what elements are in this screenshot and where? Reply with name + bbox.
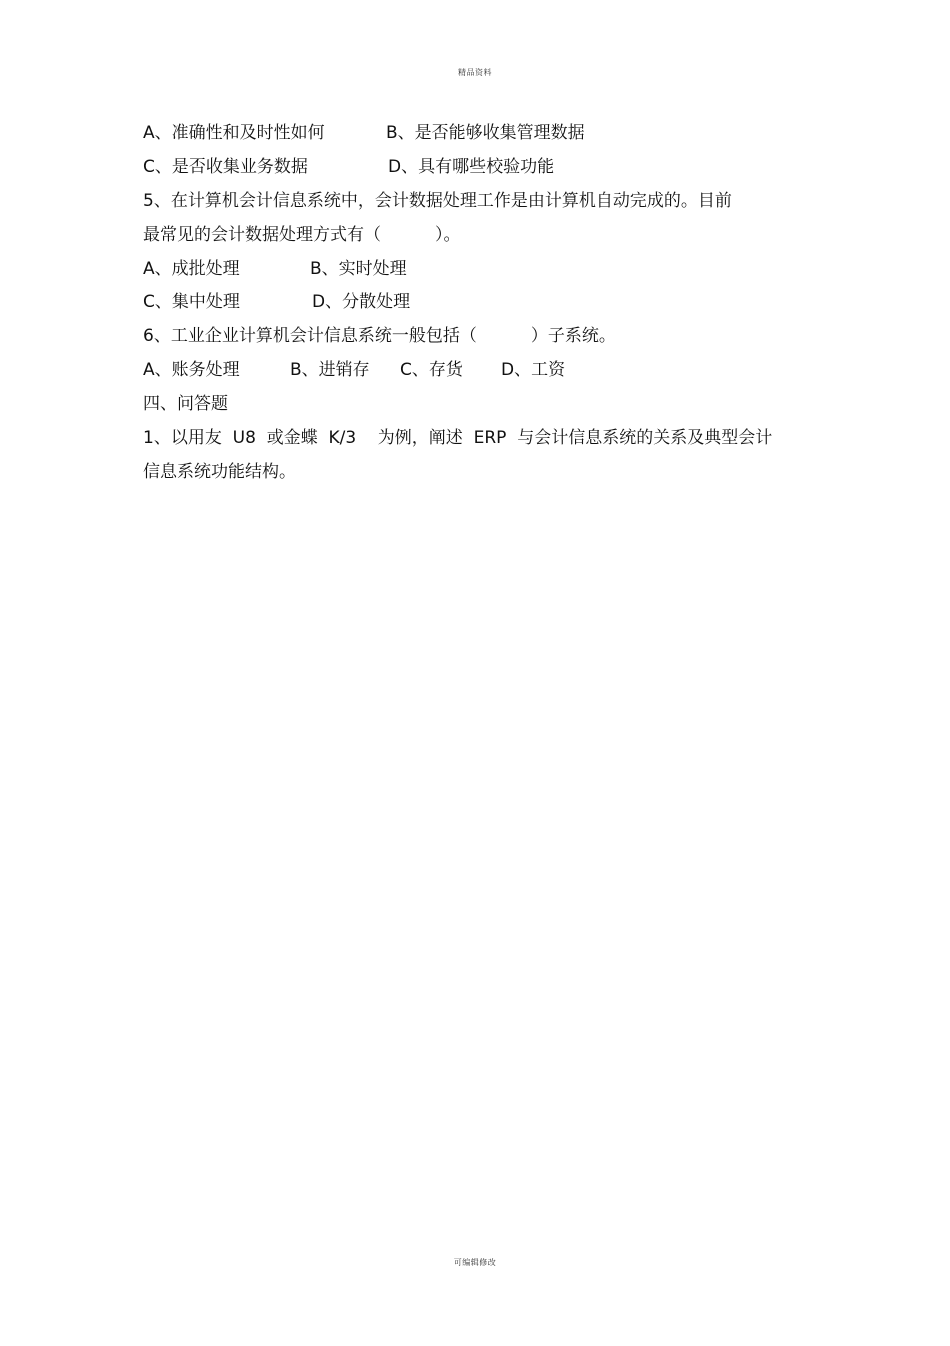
q5-option-a: A、成批处理 (143, 259, 240, 279)
q4-option-a: A、准确性和及时性如何 (143, 123, 325, 143)
q5-question-line-1: 5、在计算机会计信息系统中，会计数据处理工作是由计算机自动完成的。目前 (143, 191, 732, 211)
q6-option-b: B、进销存 (290, 360, 370, 380)
essay-question-1-line-1: 1、以用友 U8 或金蝶 K/3 为例，阐述 ERP 与会计信息系统的关系及典型会计 (143, 428, 773, 448)
essay-question-1-line-2: 信息系统功能结构。 (143, 462, 296, 482)
q4-option-d: D、具有哪些校验功能 (388, 157, 555, 177)
q5-option-b: B、实时处理 (310, 259, 407, 279)
q5-question-line-2: 最常见的会计数据处理方式有（ ）。 (143, 225, 461, 245)
q5-option-c: C、集中处理 (143, 292, 240, 312)
q6-option-a: A、账务处理 (143, 360, 240, 380)
header-watermark: 精品资料 (458, 68, 492, 77)
q4-option-c: C、是否收集业务数据 (143, 157, 308, 177)
q6-question-line-1: 6、工业企业计算机会计信息系统一般包括（ ）子系统。 (143, 326, 616, 346)
q4-option-b: B、是否能够收集管理数据 (386, 123, 585, 143)
footer-watermark: 可编辑修改 (453, 1258, 497, 1267)
section-4-title: 四、问答题 (143, 394, 228, 414)
q5-option-d: D、分散处理 (312, 292, 411, 312)
q6-option-d: D、工资 (501, 360, 566, 380)
q6-option-c: C、存货 (400, 360, 463, 380)
